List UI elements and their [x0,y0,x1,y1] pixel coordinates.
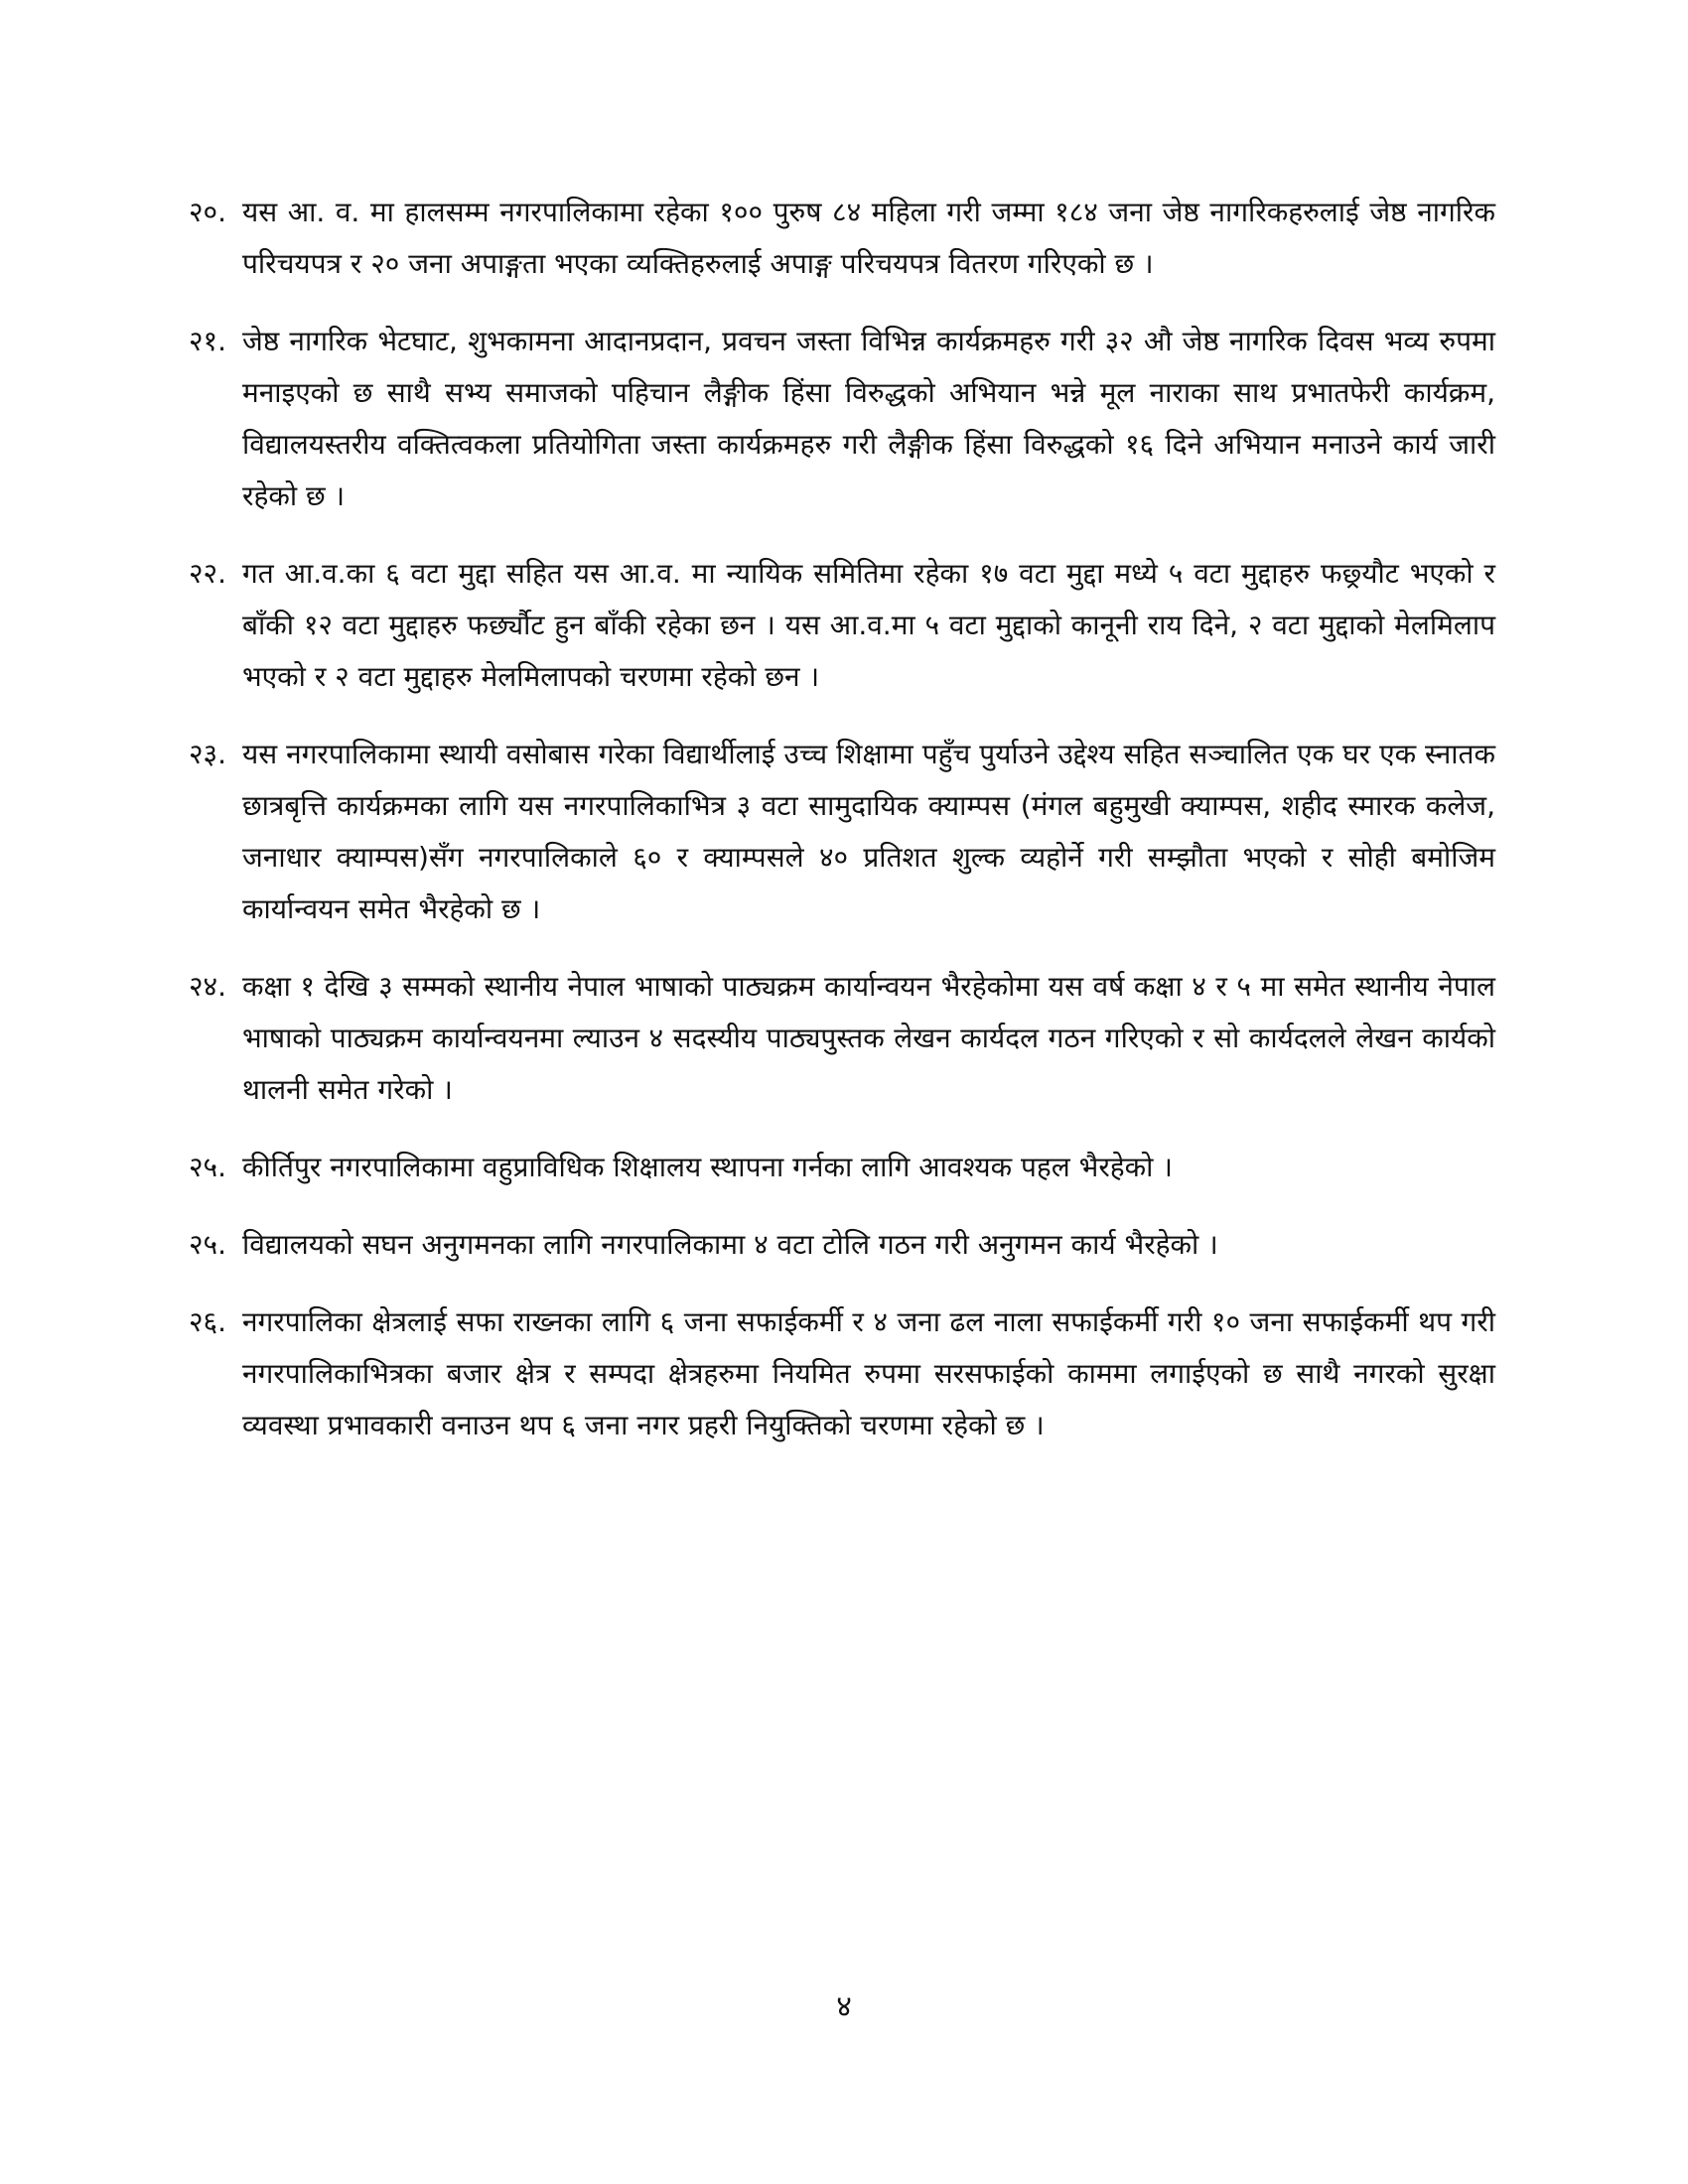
item-number: २१. [189,325,227,357]
item-text: कीर्तिपुर नगरपालिकामा वहुप्राविधिक शिक्षालय स्थापना गर्नका लागि आवश्यक पहल भैरहेको । [242,1151,1173,1183]
item-number: २५. [189,1228,227,1261]
list-item [189,548,1495,703]
item-text: यस नगरपालिकामा स्थायी वसोबास गरेका विद्यार्थीलाई उच्च शिक्षामा पहुँच पुर्याउने उद्देश्य सहित सञ्चालित एक घर एक स्नातक छात्रबृत्ति कार्यक्रमका लागि यस नगरपालिकाभित्र ३ वटा सामुदायिक क्याम्पस (मंगल बहुमुखी क्याम्पस, शहीद स्मारक कलेज, जनाधार क्याम्पस)सँग नगरपालिकाले ६० र क्याम्पसले ४० प्रतिशत शुल्क व्यहोर्ने गरी सम्झौता भएको र सोही बमोजिम कार्यान्वयन समेत भैरहेको छ । [242,738,1495,925]
item-text: नगरपालिका क्षेत्रलाई सफा राख्नका लागि ६ जना सफाईकर्मी र ४ जना ढल नाला सफाईकर्मी गरी १० जना सफाईकर्मी थप गरी नगरपालिकाभित्रका बजार क्षेत्र र सम्पदा क्षेत्रहरुमा नियमित रुपमा सरसफाईको काममा लगाईएको छ साथै नगरको सुरक्षा व्यवस्था प्रभावकारी वनाउन थप ६ जना नगर प्रहरी नियुक्तिको चरणमा रहेको छ । [242,1305,1495,1441]
item-number: २३. [189,738,227,770]
list-item [189,316,1495,522]
list-item [189,1219,1495,1271]
list-item [189,1297,1495,1451]
page-number: ४ [836,1989,852,2024]
list-item [189,187,1495,290]
list-item [189,729,1495,935]
item-text: गत आ.व.का ६ वटा मुद्दा सहित यस आ.व. मा न्यायिक समितिमा रहेका १७ वटा मुद्दा मध्ये ५ वटा मुद्दाहरु फछ्र्यौट भएको र बाँकी १२ वटा मुद्दाहरु फर्छ्यौट हुन बाँकी रहेका छन । यस आ.व.मा ५ वटा मुद्दाको कानूनी राय दिने, २ वटा मुद्दाको मेलमिलाप भएको र २ वटा मुद्दाहरु मेलमिलापको चरणमा रहेको छन । [242,557,1495,693]
item-number: २६. [189,1305,227,1338]
document-body [189,187,1495,1477]
item-number: २०. [189,196,227,228]
list-item [189,1142,1495,1193]
list-item [189,961,1495,1116]
item-text: जेष्ठ नागरिक भेटघाट, शुभकामना आदानप्रदान, प्रवचन जस्ता विभिन्न कार्यक्रमहरु गरी ३२ औ जेष्ठ नागरिक दिवस भव्य रुपमा मनाइएको छ साथै सभ्य समाजको पहिचान लैङ्गीक हिंसा विरुद्धको अभियान भन्ने मूल नाराका साथ प्रभातफेरी कार्यक्रम, विद्यालयस्तरीय वक्तित्वकला प्रतियोगिता जस्ता कार्यक्रमहरु गरी लैङ्गीक हिंसा विरुद्धको १६ दिने अभियान मनाउने कार्य जारी रहेको छ । [242,325,1495,512]
item-number: २४. [189,970,227,1003]
item-number: २५. [189,1151,227,1183]
item-text: यस आ. व. मा हालसम्म नगरपालिकामा रहेका १०० पुरुष ८४ महिला गरी जम्मा १८४ जना जेष्ठ नागरिकहरुलाई जेष्ठ नागरिक परिचयपत्र र २० जना अपाङ्गता भएका व्यक्तिहरुलाई अपाङ्ग परिचयपत्र वितरण गरिएको छ । [242,196,1495,280]
item-text: विद्यालयको सघन अनुगमनका लागि नगरपालिकामा ४ वटा टोलि गठन गरी अनुगमन कार्य भैरहेको । [242,1228,1218,1261]
item-number: २२. [189,557,227,590]
item-text: कक्षा १ देखि ३ सम्मको स्थानीय नेपाल भाषाको पाठ्यक्रम कार्यान्वयन भैरहेकोमा यस वर्ष कक्षा ४ र ५ मा समेत स्थानीय नेपाल भाषाको पाठ्यक्रम कार्यान्वयनमा ल्याउन ४ सदस्यीय पाठ्यपुस्तक लेखन कार्यदल गठन गरिएको र सो कार्यदलले लेखन कार्यको थालनी समेत गरेको । [242,970,1495,1106]
